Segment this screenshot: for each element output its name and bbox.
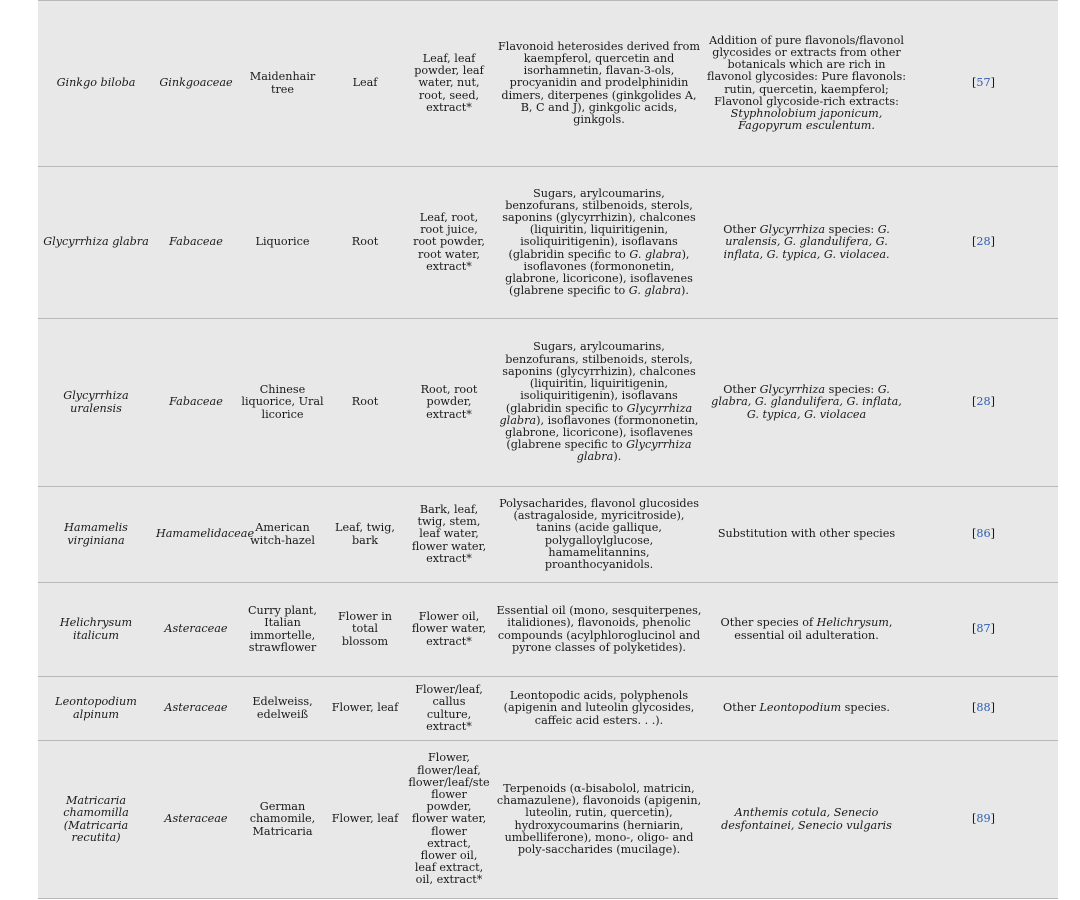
reference-cell: [86] — [909, 487, 1058, 583]
adulterant-cell: Other Leontopodium species. — [704, 677, 909, 741]
common-name-cell: Edelweiss, edelweiß — [238, 677, 327, 741]
table-container — [38, 0, 1058, 899]
family-cell: Fabaceae — [154, 167, 238, 319]
table-row — [38, 1, 1058, 167]
used-part-cell: Root — [327, 319, 403, 487]
table-row — [38, 319, 1058, 487]
table-row — [38, 487, 1058, 583]
compounds-cell: Sugars, arylcoumarins, benzofurans, stilbenoids, sterols, saponins (glycyrrhizin), chalcones (liquiritin, liquiritigenin, isoliquiritigenin), isoflavans (glabridin specific to Glycyrrhiza glabra), isoflavones (formononetin, glabrone, licoricone), isoflavenes (glabrene specific to Glycyrrhiza glabra). — [494, 319, 704, 487]
adulterant-cell: Other Glycyrrhiza species: G. uralensis, G. glandulifera, G. inflata, G. typica, G. violacea. — [704, 167, 909, 319]
common-name-cell: Chinese liquorice, Ural licorice — [238, 319, 327, 487]
reference-cell: [89] — [909, 741, 1058, 899]
used-part-cell: Flower, leaf — [327, 677, 403, 741]
compounds-cell: Flavonoid heterosides derived from kaempferol, quercetin and isorhamnetin, flavan-3-ols, procyanidin and prodelphinidin dimers, diterpenes (ginkgolides A, B, C and J), ginkgolic acids, ginkgols. — [494, 1, 704, 167]
compounds-cell: Essential oil (mono, sesquiterpenes, italidiones), flavonoids, phenolic compounds (acylphloroglucinol and pyrone classes of polyketides). — [494, 583, 704, 677]
reference-link[interactable]: 57 — [976, 76, 991, 90]
species-cell: Hamamelis virginiana — [38, 487, 154, 583]
reference-cell: [87] — [909, 583, 1058, 677]
common-name-cell: German chamomile, Matricaria — [238, 741, 327, 899]
compounds-cell: Sugars, arylcoumarins, benzofurans, stilbenoids, sterols, saponins (glycyrrhizin), chalcones (liquiritin, liquiritigenin, isoliquiritigenin), isoflavans (glabridin specific to G. glabra), isoflavones (formononetin, glabrone, licoricone), isoflavenes (glabrene specific to G. glabra). — [494, 167, 704, 319]
reference-link[interactable]: 87 — [976, 622, 991, 636]
reference-cell: [28] — [909, 319, 1058, 487]
species-cell: Matricaria chamomilla (Matricaria recutita) — [38, 741, 154, 899]
adulterant-cell: Other species of Helichrysum, essential oil adulteration. — [704, 583, 909, 677]
species-cell: Helichrysum italicum — [38, 583, 154, 677]
common-name-cell: American witch-hazel — [238, 487, 327, 583]
table-row — [38, 741, 1058, 899]
parts-cell: Leaf, leaf powder, leaf water, nut, root, seed, extract* — [403, 1, 494, 167]
used-part-cell: Leaf, twig, bark — [327, 487, 403, 583]
parts-cell: Bark, leaf, twig, stem, leaf water, flower water, extract* — [403, 487, 494, 583]
used-part-cell: Leaf — [327, 1, 403, 167]
parts-cell: Leaf, root, root juice, root powder, root water, extract* — [403, 167, 494, 319]
common-name-cell: Liquorice — [238, 167, 327, 319]
used-part-cell: Flower in total blossom — [327, 583, 403, 677]
parts-cell: Flower/leaf, callus culture, extract* — [403, 677, 494, 741]
table-row — [38, 583, 1058, 677]
family-cell: Asteraceae — [154, 677, 238, 741]
family-cell: Fabaceae — [154, 319, 238, 487]
table-row — [38, 677, 1058, 741]
species-cell: Glycyrrhiza uralensis — [38, 319, 154, 487]
family-cell: Asteraceae — [154, 741, 238, 899]
reference-cell: [88] — [909, 677, 1058, 741]
reference-link[interactable]: 88 — [976, 701, 991, 715]
botanicals-table — [38, 0, 1058, 899]
compounds-cell: Leontopodic acids, polyphenols (apigenin and luteolin glycosides, caffeic acid esters. . .). — [494, 677, 704, 741]
species-cell: Glycyrrhiza glabra — [38, 167, 154, 319]
species-cell: Ginkgo biloba — [38, 1, 154, 167]
common-name-cell: Maidenhair tree — [238, 1, 327, 167]
used-part-cell: Root — [327, 167, 403, 319]
family-cell: Ginkgoaceae — [154, 1, 238, 167]
reference-link[interactable]: 28 — [976, 395, 991, 409]
species-cell: Leontopodium alpinum — [38, 677, 154, 741]
compounds-cell: Terpenoids (α-bisabolol, matricin, chamazulene), flavonoids (apigenin, luteolin, rutin, quercetin), hydroxycoumarins (herniarin, umbelliferone), mono-, oligo- and poly-saccharides (mucilage). — [494, 741, 704, 899]
parts-cell: Root, root powder, extract* — [403, 319, 494, 487]
family-cell: Asteraceae — [154, 583, 238, 677]
common-name-cell: Curry plant, Italian immortelle, strawflower — [238, 583, 327, 677]
reference-cell: [57] — [909, 1, 1058, 167]
table-row — [38, 167, 1058, 319]
adulterant-cell: Other Glycyrrhiza species: G. glabra, G. glandulifera, G. inflata, G. typica, G. violacea — [704, 319, 909, 487]
parts-cell: Flower oil, flower water, extract* — [403, 583, 494, 677]
used-part-cell: Flower, leaf — [327, 741, 403, 899]
adulterant-cell: Substitution with other species — [704, 487, 909, 583]
reference-link[interactable]: 86 — [976, 527, 991, 541]
parts-cell: Flower, flower/leaf, flower/leaf/ste flower powder, flower water, flower extract, flower oil, leaf extract, oil, extract* — [403, 741, 494, 899]
compounds-cell: Polysacharides, flavonol glucosides (astragaloside, myricitroside), tanins (acide gallique, polygalloylglucose, hamamelitannins, proanthocyanidols. — [494, 487, 704, 583]
adulterant-cell: Addition of pure flavonols/flavonol glycosides or extracts from other botanicals which are rich in flavonol glycosides: Pure flavonols: rutin, quercetin, kaempferol; Flavonol glycoside-rich extracts: Styphnolobium japonicum, Fagopyrum esculentum. — [704, 1, 909, 167]
family-cell: Hamamelidaceae — [154, 487, 238, 583]
adulterant-cell: Anthemis cotula, Senecio desfontainei, Senecio vulgaris — [704, 741, 909, 899]
reference-link[interactable]: 89 — [976, 812, 991, 826]
reference-cell: [28] — [909, 167, 1058, 319]
reference-link[interactable]: 28 — [976, 235, 991, 249]
